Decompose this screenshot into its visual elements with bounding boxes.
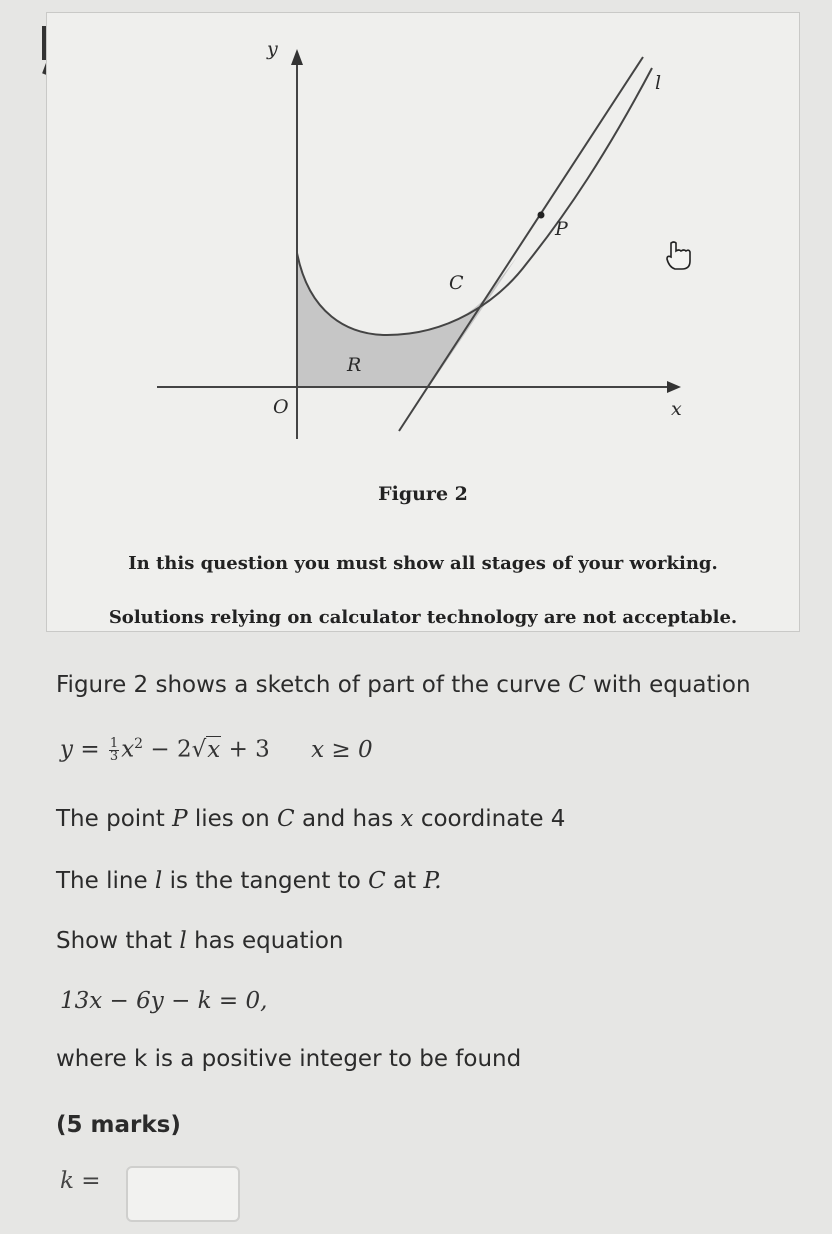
- x-axis-arrow: [667, 381, 681, 393]
- tangent-line-l: [399, 57, 643, 431]
- point-p-label: P: [555, 218, 568, 240]
- hand-pointer-icon: [667, 242, 690, 269]
- region-r-label: R: [347, 354, 362, 376]
- y-axis-label: y: [267, 38, 278, 60]
- tangent-statement: The line l is the tangent to C at P.: [56, 868, 442, 894]
- instruction-no-calculator: Solutions relying on calculator technology are not acceptable.: [108, 607, 738, 628]
- answer-label: k =: [60, 1168, 101, 1194]
- tangent-equation: 13x − 6y − k = 0,: [60, 988, 268, 1014]
- curve-equation: y = $\frac{1}{3}$ $x^2 - 2√x + 3$ x ≥ 0: [60, 736, 373, 765]
- show-that-statement: Show that l has equation: [56, 928, 344, 954]
- origin-label: O: [273, 396, 289, 418]
- instruction-show-working: In this question you must show all stages of your working.: [128, 553, 718, 574]
- x-axis-label: x: [671, 398, 682, 420]
- figure-caption: Figure 2: [378, 483, 468, 505]
- where-k-statement: where k is a positive integer to be found: [56, 1046, 522, 1072]
- line-l-label: l: [655, 72, 662, 94]
- point-p: [538, 212, 545, 219]
- region-r: [297, 253, 517, 387]
- k-answer-input[interactable]: [126, 1166, 240, 1222]
- curve-c: [297, 68, 652, 335]
- figure-panel: [46, 12, 800, 632]
- curve-c-label: C: [449, 272, 464, 294]
- figure-2-sketch: [47, 13, 801, 483]
- marks-label: (5 marks): [56, 1112, 181, 1138]
- question-intro: Figure 2 shows a sketch of part of the curve C with equation: [56, 672, 751, 698]
- y-axis-arrow: [291, 49, 303, 65]
- point-p-statement: The point P lies on C and has x coordinate 4: [56, 806, 566, 832]
